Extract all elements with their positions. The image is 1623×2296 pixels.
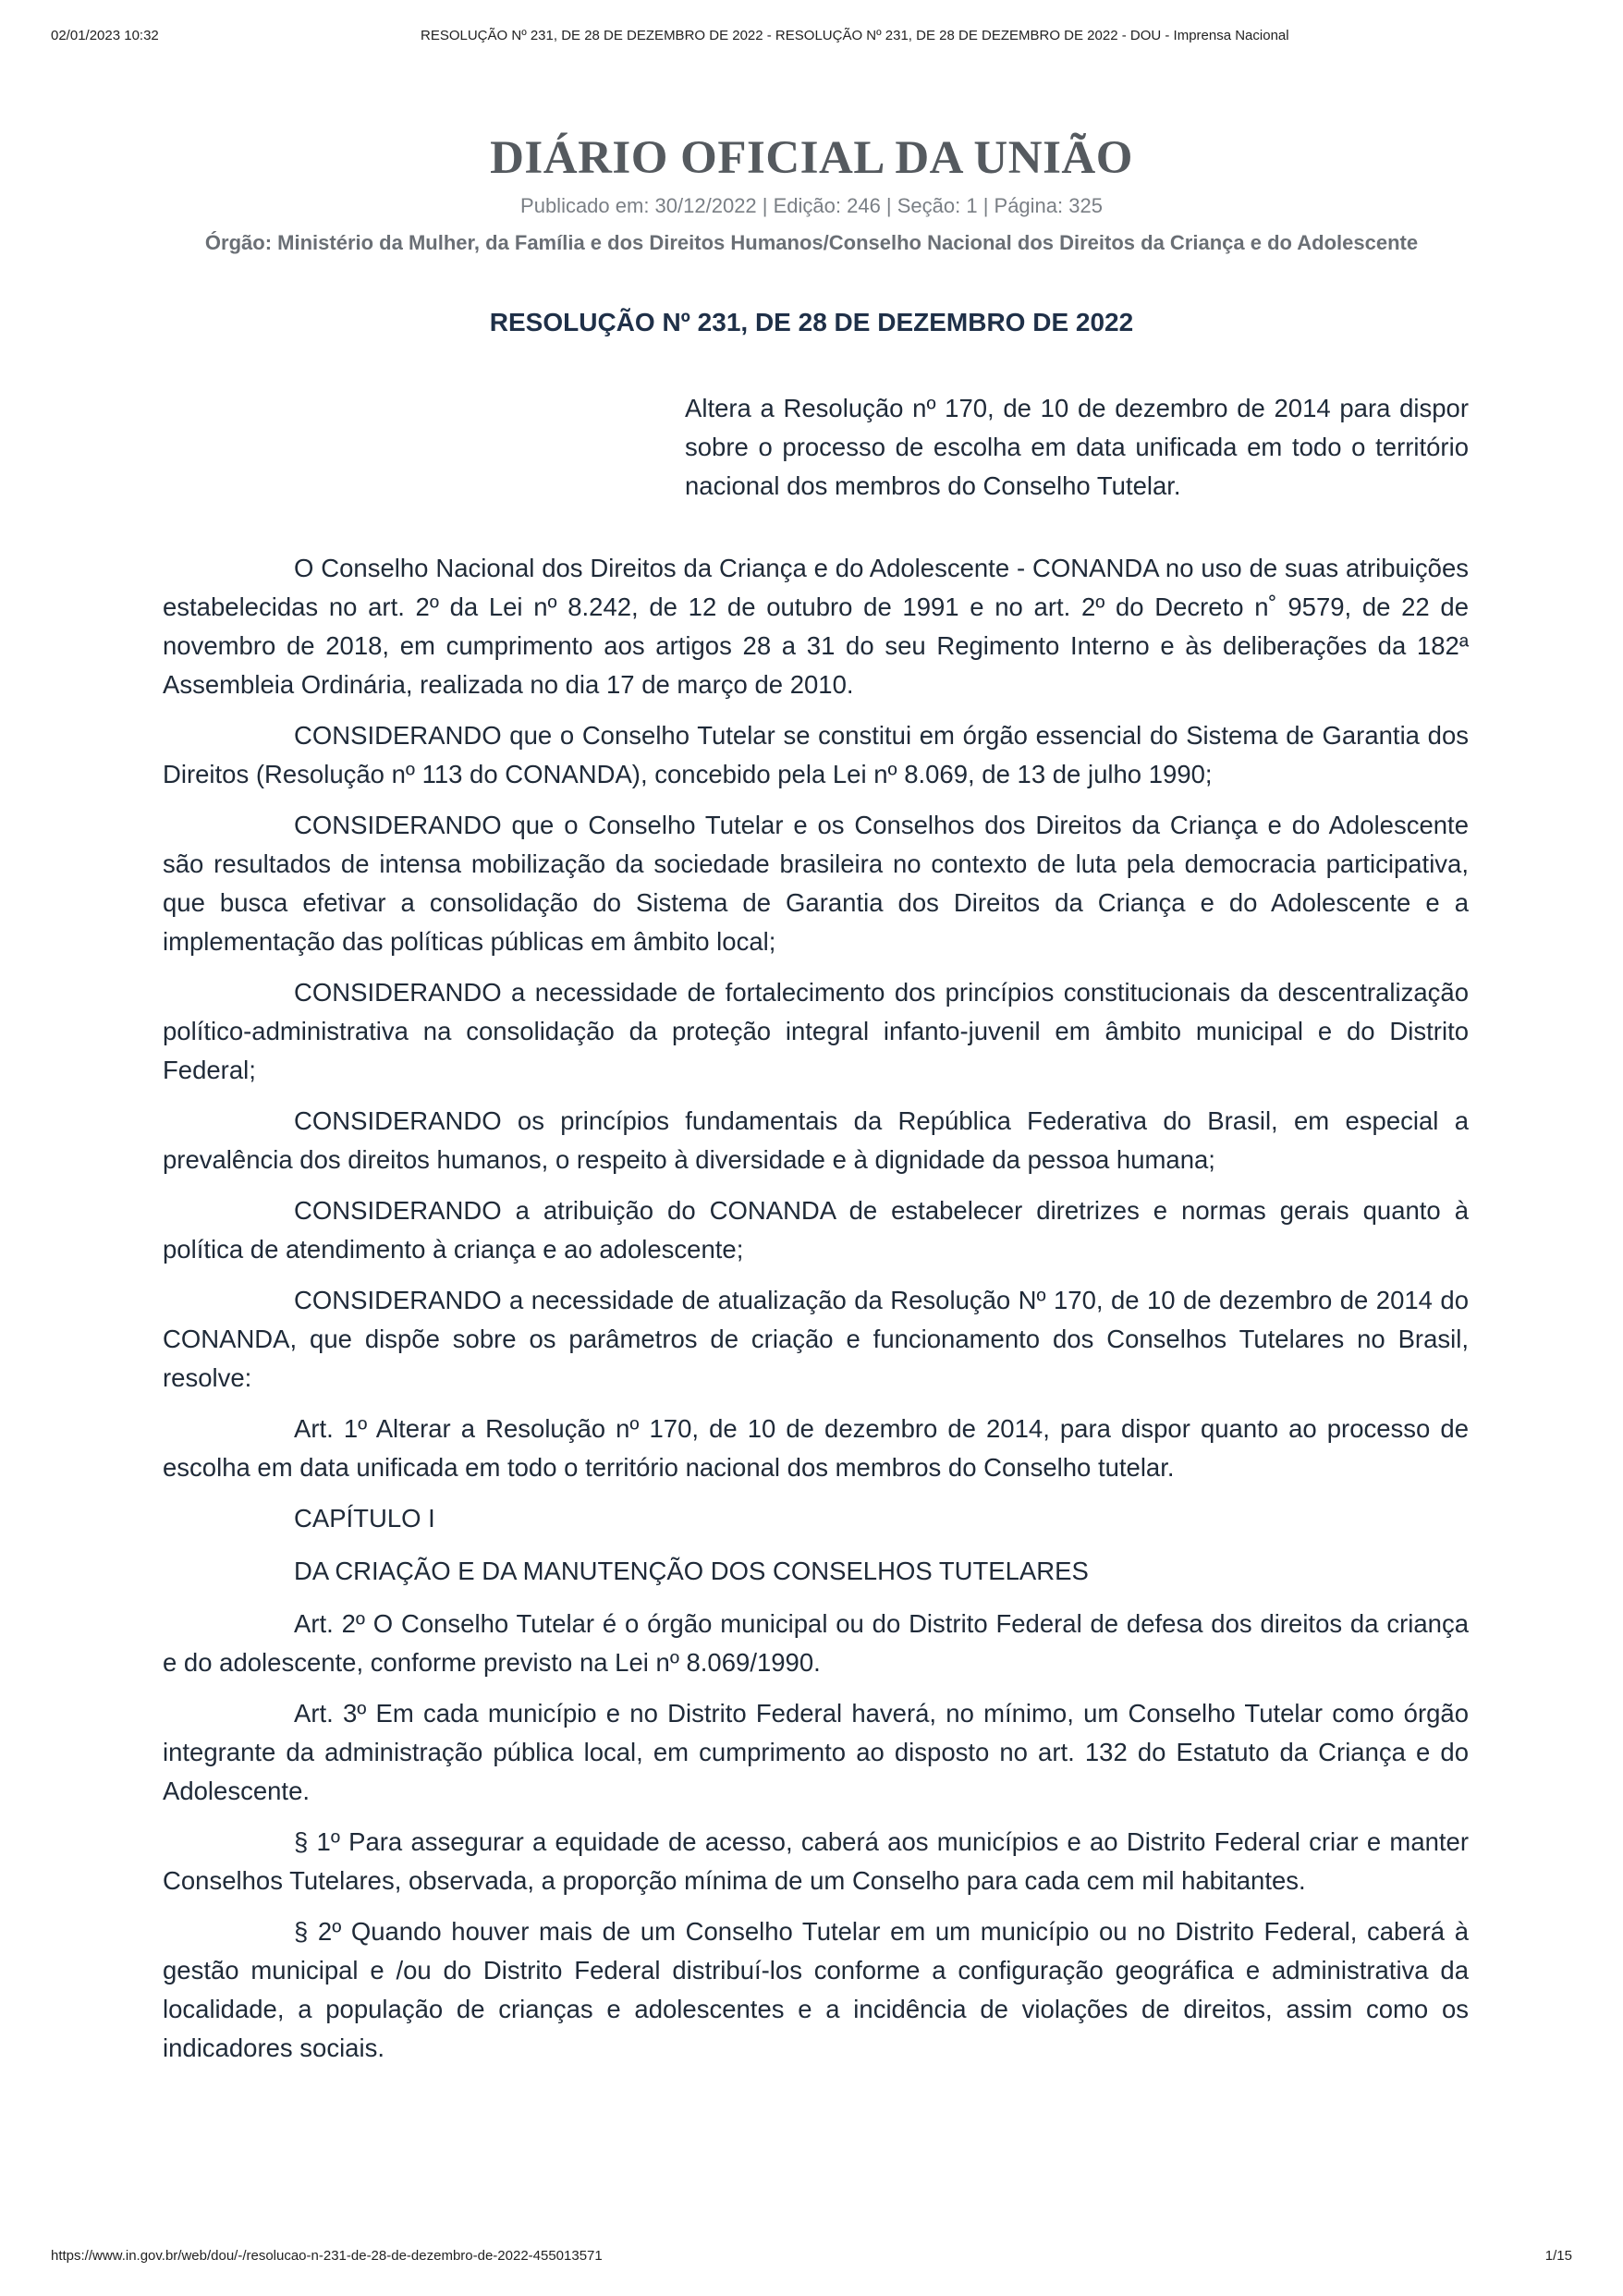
paragraph-considerando: CONSIDERANDO a atribuição do CONANDA de estabelecer diretrizes e normas gerais quanto à política de atendimento à criança e ao adolescente; xyxy=(163,1196,1469,1264)
document-title: RESOLUÇÃO Nº 231, DE 28 DE DEZEMBRO DE 2022 xyxy=(489,308,1134,336)
paragraph-article: Art. 1º Alterar a Resolução nº 170, de 10 de dezembro de 2014, para dispor quanto ao processo de escolha em data unificada em todo o território nacional dos membros do Conselho tutelar. xyxy=(163,1414,1469,1482)
organ-line xyxy=(0,231,1623,255)
print-footer xyxy=(51,2248,1572,2270)
print-page-title: RESOLUÇÃO Nº 231, DE 28 DE DEZEMBRO DE 2022 - RESOLUÇÃO Nº 231, DE 28 DE DEZEMBRO DE 2022 - DOU - Imprensa Nacional xyxy=(421,28,1289,43)
paragraph-considerando: CONSIDERANDO a necessidade de fortalecimento dos princípios constitucionais da descentralização político-administrativa na consolidação da proteção integral infanto-juvenil em âmbito municipal e do Distrito Federal; xyxy=(163,978,1469,1084)
paragraph-section: § 2º Quando houver mais de um Conselho Tutelar em um município ou no Distrito Federal, caberá à gestão municipal e /ou do Distrito Federal distribuí-los conforme a configuração geográfica e administrativa da localidade, a população de crianças e adolescentes e a incidência de violações de direitos, assim como os indicadores sociais. xyxy=(163,1917,1469,2062)
paragraph-article: Art. 3º Em cada município e no Distrito Federal haverá, no mínimo, um Conselho Tutelar como órgão integrante da administração pública local, em cumprimento ao disposto no art. 132 do Estatuto da Criança e do Adolescente. xyxy=(163,1699,1469,1805)
document-body xyxy=(163,549,1469,2080)
organ-label: Órgão: xyxy=(204,231,273,254)
page-counter: 1/15 xyxy=(1544,2248,1572,2264)
paragraph-considerando: CONSIDERANDO que o Conselho Tutelar se constitui em órgão essencial do Sistema de Garantia dos Direitos (Resolução nº 113 do CONANDA), concebido pela Lei nº 8.069, de 13 de julho 1990; xyxy=(163,721,1469,788)
paragraph-section: § 1º Para assegurar a equidade de acesso, caberá aos municípios e ao Distrito Federal criar e manter Conselhos Tutelares, observada, a proporção mínima de um Conselho para cada cem mil habitantes. xyxy=(163,1827,1469,1895)
organ-value: Ministério da Mulher, da Família e dos Direitos Humanos/Conselho Nacional dos Direitos da Criança e do Adolescente xyxy=(277,231,1419,254)
print-url[interactable]: https://www.in.gov.br/web/dou/-/resolucao-n-231-de-28-de-dezembro-de-2022-455013571 xyxy=(51,2248,603,2264)
publication-info: Publicado em: 30/12/2022 | Edição: 246 | Seção: 1 | Página: 325 xyxy=(520,194,1103,217)
masthead-title: DIÁRIO OFICIAL DA UNIÃO xyxy=(490,132,1133,184)
chapter-number: CAPÍTULO I xyxy=(294,1504,435,1533)
paragraph-preamble: O Conselho Nacional dos Direitos da Criança e do Adolescente - CONANDA no uso de suas atribuições estabelecidas no art. 2º da Lei nº 8.242, de 12 de outubro de 1991 e no art. 2º do Decreto n˚ 9579, de 22 de novembro de 2018, em cumprimento aos artigos 28 a 31 do seu Regimento Interno e às deliberações da 182ª Assembleia Ordinária, realizada no dia 17 de março de 2010. xyxy=(163,554,1469,699)
paragraph-considerando: CONSIDERANDO os princípios fundamentais da República Federativa do Brasil, em especial a prevalência dos direitos humanos, o respeito à diversidade e à dignidade da pessoa humana; xyxy=(163,1106,1469,1174)
ementa: Altera a Resolução nº 170, de 10 de dezembro de 2014 para dispor sobre o processo de escolha em data unificada em todo o território nacional dos membros do Conselho Tutelar. xyxy=(685,394,1469,500)
paragraph-considerando: CONSIDERANDO a necessidade de atualização da Resolução Nº 170, de 10 de dezembro de 2014 do CONANDA, que dispõe sobre os parâmetros de criação e funcionamento dos Conselhos Tutelares no Brasil, resolve: xyxy=(163,1286,1469,1392)
print-datetime: 02/01/2023 10:32 xyxy=(51,28,159,43)
paragraph-article: Art. 2º O Conselho Tutelar é o órgão municipal ou do Distrito Federal de defesa dos direitos da criança e do adolescente, conforme previsto na Lei nº 8.069/1990. xyxy=(163,1609,1469,1677)
print-header xyxy=(51,28,1572,50)
chapter-title: DA CRIAÇÃO E DA MANUTENÇÃO DOS CONSELHOS TUTELARES xyxy=(294,1557,1089,1585)
paragraph-considerando: CONSIDERANDO que o Conselho Tutelar e os Conselhos dos Direitos da Criança e do Adolescente são resultados de intensa mobilização da sociedade brasileira no contexto de luta pela democracia participativa, que busca efetivar a consolidação do Sistema de Garantia dos Direitos da Criança e do Adolescente e a implementação das políticas públicas em âmbito local; xyxy=(163,811,1469,956)
